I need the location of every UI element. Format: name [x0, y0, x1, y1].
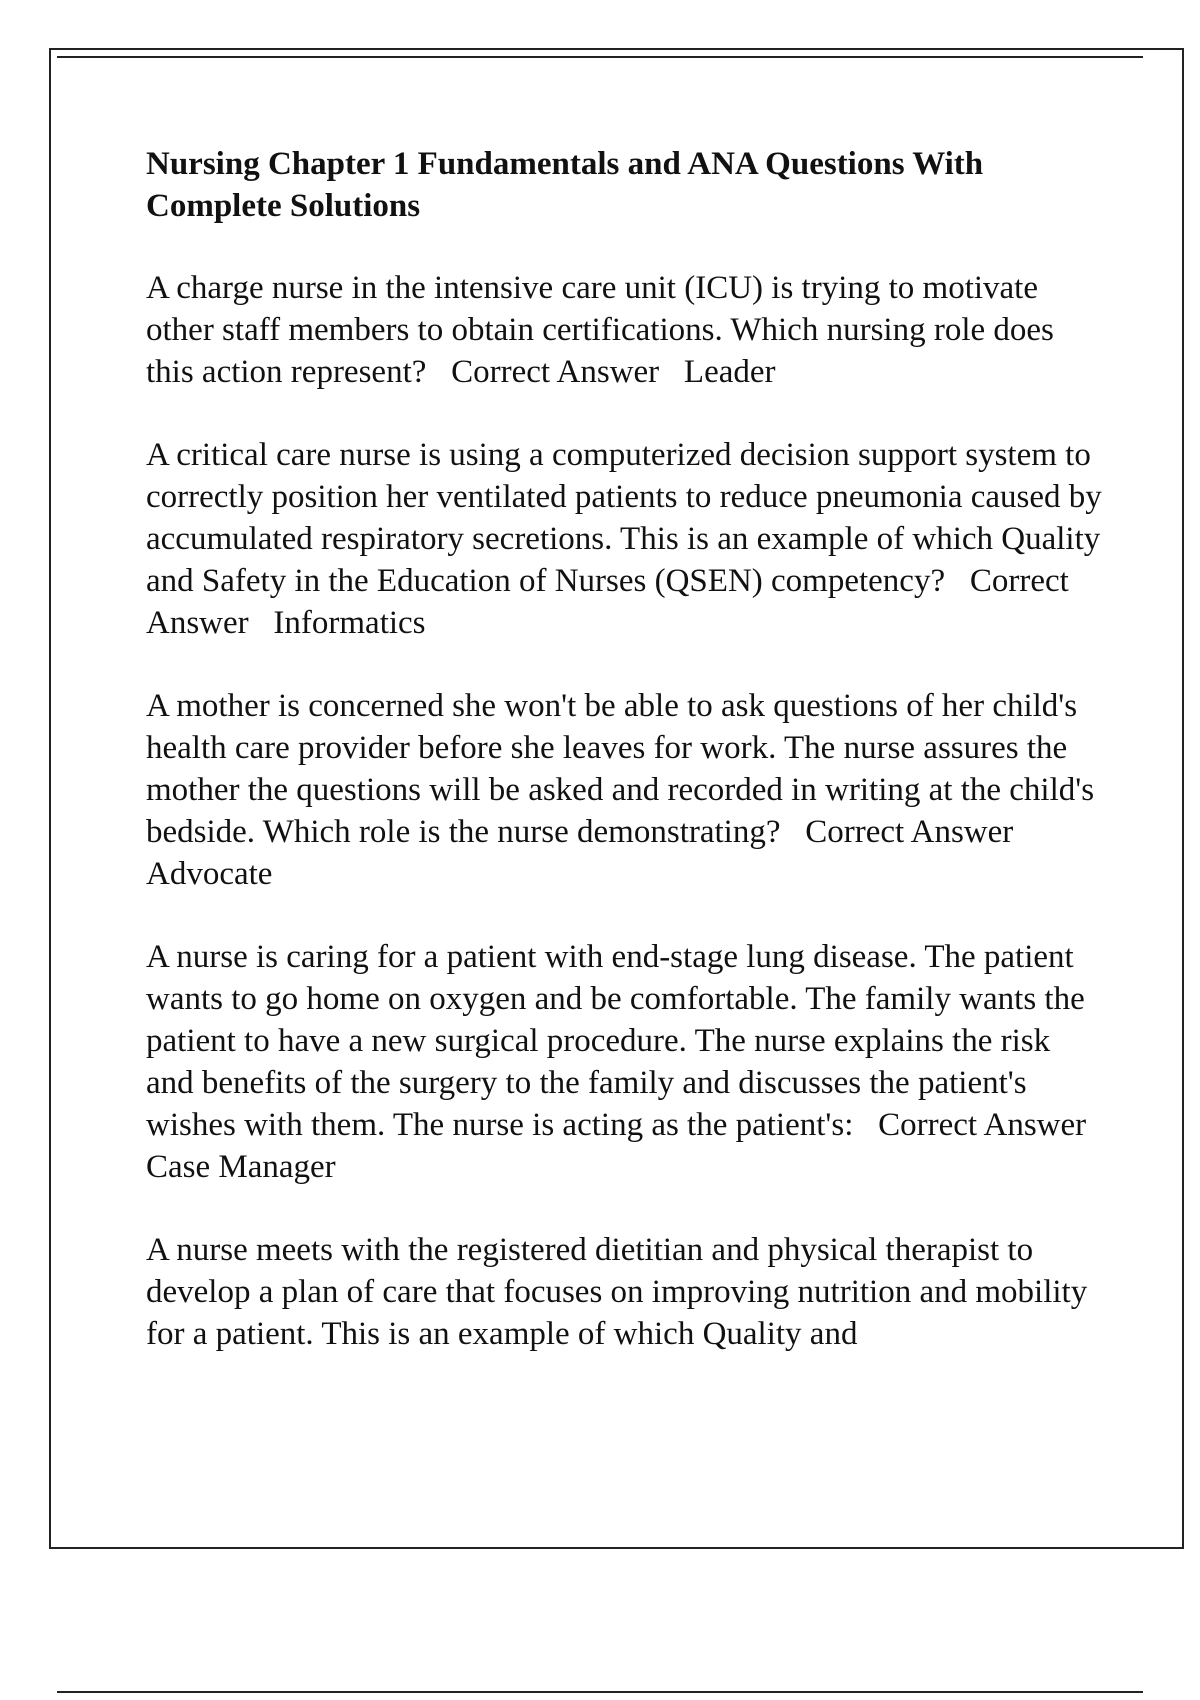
footer-rule: [57, 1691, 1143, 1693]
header-rule: [57, 56, 1143, 58]
question-text: A mother is concerned she won't be able to ask questions of her child's health care provider before she leaves for work. The nurse assures the mother the questions will be asked and recorded in writing at the child's bedside. Which role is the nurse demonstrating?: [146, 688, 1103, 850]
document-title: Nursing Chapter 1 Fundamentals and ANA Questions With Complete Solutions: [146, 146, 984, 224]
qa-item: [146, 685, 1106, 895]
question-text: A charge nurse in the intensive care unit (ICU) is trying to motivate other staff members to obtain certifications. Which nursing role does this action represent?: [146, 270, 1063, 390]
question-text: A nurse is caring for a patient with end-stage lung disease. The patient wants to go home on oxygen and be comfortable. The family wants the patient to have a new surgical procedure. The nurse explains the risk and benefits of the surgery to the family and discusses the patient's wishes with them. The nurse is acting as the patient's:: [146, 939, 1093, 1143]
question-text: A nurse meets with the registered dietitian and physical therapist to develop a plan of care that focuses on improving nutrition and mobility for a patient. This is an example of which Quality and: [146, 1232, 1096, 1352]
document-body: [146, 143, 1111, 1396]
qa-item: [146, 267, 1106, 393]
answer-text: Informatics: [273, 605, 426, 641]
answer-label: Correct Answer: [451, 354, 660, 390]
answer-label: Correct Answer: [805, 814, 1014, 850]
question-text: A critical care nurse is using a computerized decision support system to correctly position her ventilated patients to reduce pneumonia caused by accumulated respiratory secretions. This is an example of which Quality and Safety in the Education of Nurses (QSEN) competency?: [146, 437, 1111, 599]
answer-text: Leader: [683, 354, 776, 390]
answer-text: Advocate: [146, 856, 273, 892]
qa-item: [146, 1229, 1106, 1355]
answer-label: Correct Answer: [878, 1107, 1087, 1143]
qa-item: [146, 434, 1111, 644]
answer-label: Correct Answer: [146, 563, 1076, 641]
qa-item: [146, 936, 1106, 1188]
answer-text: Case Manager: [146, 1149, 336, 1185]
